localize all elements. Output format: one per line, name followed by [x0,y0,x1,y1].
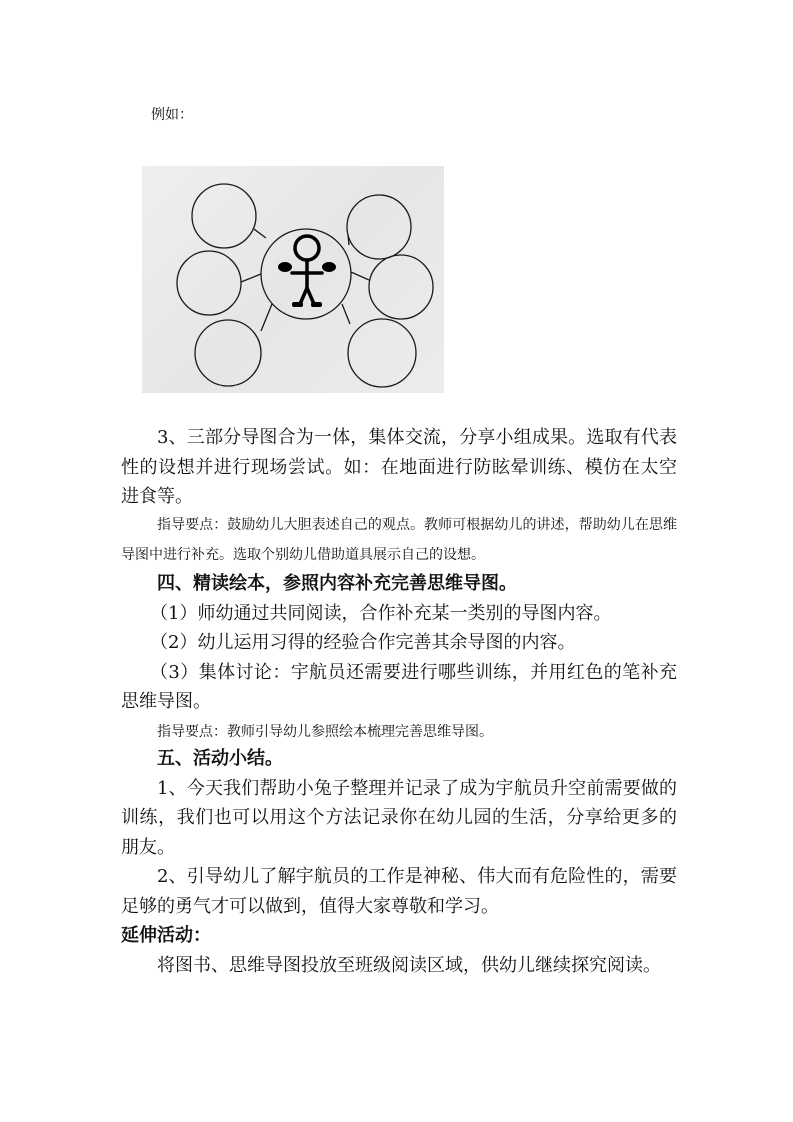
section4-item-2: （2）幼儿运用习得的经验合作完善其余导图的内容。 [150,632,576,653]
section4-guidance-note: 指导要点：教师引导幼儿参照绘本梳理完善思维导图。 [157,723,493,740]
extension-heading: 延伸活动： [121,925,211,946]
step3-guidance-note: 指导要点：鼓励幼儿大胆表述自己的观点。教师可根据幼儿的讲述，帮助幼儿在思维导图中进行补充。选取个别幼儿借助道具展示自己的设想。 [121,517,677,563]
mind-map-photo [142,166,444,393]
extension-paragraph: 将图书、思维导图投放至班级阅读区域，供幼儿继续探究阅读。 [157,954,661,976]
section4-heading: 四、精读绘本，参照内容补充完善思维导图。 [157,573,517,594]
section5-item-2: 2、引导幼儿了解宇航员的工作是神秘、伟大而有危险性的，需要足够的勇气才可以做到，值得大家尊敬和学习。 [121,866,677,917]
example-label: 例如： [151,107,193,123]
section4-item-3: （3）集体讨论：宇航员还需要进行哪些训练，并用红色的笔补充思维导图。 [121,661,677,712]
step3-paragraph: 3、三部分导图合为一体，集体交流，分享小组成果。选取有代表性的设想并进行现场尝试。如：在地面进行防眩晕训练、模仿在太空进食等。 [121,427,677,507]
mind-map-sketch-icon [142,166,444,393]
section5-item-1: 1、今天我们帮助小兔子整理并记录了成为宇航员升空前需要做的训练，我们也可以用这个方法记录你在幼儿园的生活，分享给更多的朋友。 [121,777,677,858]
section4-item-1: （1）师幼通过共同阅读，合作补充某一类别的导图内容。 [150,602,612,624]
section5-heading: 五、活动小结。 [157,748,283,769]
